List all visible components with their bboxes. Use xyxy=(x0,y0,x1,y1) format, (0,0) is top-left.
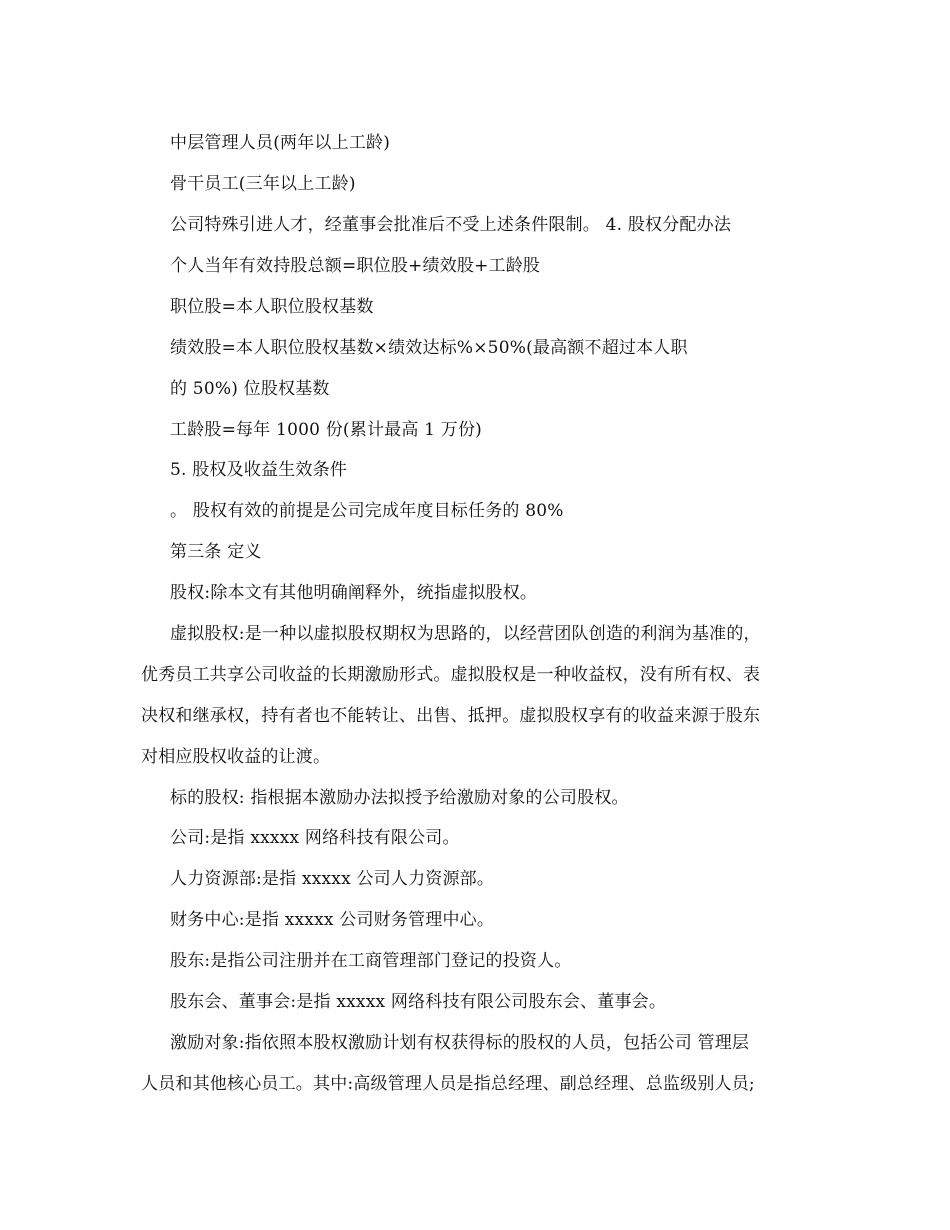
definition-virtual-equity: 虚拟股权:是一种以虚拟股权期权为思路的，以经营团队创造的利润为基准的， xyxy=(170,624,761,644)
definition-shareholder: 股东:是指公司注册并在工商管理部门登记的投资人。 xyxy=(170,951,572,971)
text-line-position-share: 职位股=本人职位股权基数 xyxy=(170,297,374,317)
definition-virtual-equity-cont-3: 对相应股权收益的让渡。 xyxy=(141,747,331,767)
section-heading-conditions: 5. 股权及收益生效条件 xyxy=(170,460,348,480)
definition-virtual-equity-cont-1: 优秀员工共享公司收益的长期激励形式。虚拟股权是一种收益权，没有所有权、表 xyxy=(141,665,761,685)
text-line-seniority-share: 工龄股=每年 1000 份(累计最高 1 万份) xyxy=(170,420,483,440)
definition-equity: 股权:除本文有其他明确阐释外，统指虚拟股权。 xyxy=(170,583,538,603)
text-line-total-formula: 个人当年有效持股总额=职位股+绩效股+工龄股 xyxy=(170,256,541,276)
article-heading-definitions: 第三条 定义 xyxy=(170,542,262,562)
definition-board: 股东会、董事会:是指 xxxxx 网络科技有限公司股东会、董事会。 xyxy=(170,992,667,1012)
definition-company: 公司:是指 xxxxx 网络科技有限公司。 xyxy=(170,828,460,848)
definition-hr-department: 人力资源部:是指 xxxxx 公司人力资源部。 xyxy=(170,869,495,889)
definition-finance-center: 财务中心:是指 xxxxx 公司财务管理中心。 xyxy=(170,910,495,930)
definition-target-equity: 标的股权: 指根据本激励办法拟授予给激励对象的公司股权。 xyxy=(170,788,629,808)
definition-incentive-target-cont: 人员和其他核心员工。其中:高级管理人员是指总经理、副总经理、总监级别人员; xyxy=(141,1074,755,1094)
text-line-performance-share-cont: 的 50%) 位股权基数 xyxy=(170,379,330,399)
text-line-performance-share: 绩效股=本人职位股权基数×绩效达标%×50%(最高额不超过本人职 xyxy=(170,338,688,358)
text-line-mid-managers: 中层管理人员(两年以上工龄) xyxy=(170,133,391,153)
definition-virtual-equity-cont-2: 决权和继承权，持有者也不能转让、出售、抵押。虚拟股权享有的收益来源于股东 xyxy=(141,706,761,726)
text-line-validity-premise: 。 股权有效的前提是公司完成年度目标任务的 80% xyxy=(170,501,564,521)
text-line-core-staff: 骨干员工(三年以上工龄) xyxy=(170,174,356,194)
text-line-special-talent: 公司特殊引进人才，经董事会批准后不受上述条件限制。 4. 股权分配办法 xyxy=(170,215,732,235)
definition-incentive-target: 激励对象:指依照本股权激励计划有权获得标的股权的人员，包括公司 管理层 xyxy=(170,1033,750,1053)
